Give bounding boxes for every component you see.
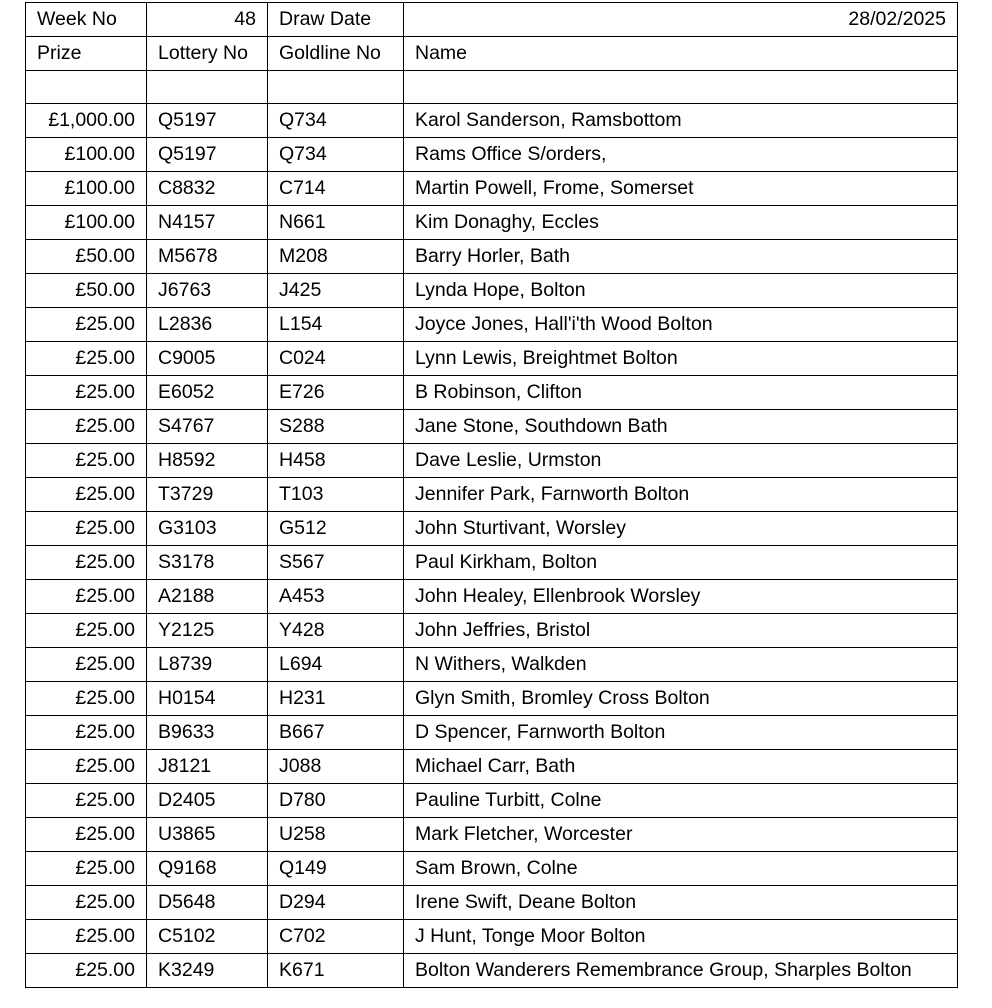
name-cell: Martin Powell, Frome, Somerset xyxy=(404,172,958,206)
column-header-name: Name xyxy=(404,37,958,71)
prize-cell: £25.00 xyxy=(26,580,147,614)
table-row xyxy=(26,682,958,716)
table-row xyxy=(26,920,958,954)
goldline-no-cell: S288 xyxy=(268,410,404,444)
lottery-no-cell: G3103 xyxy=(147,512,268,546)
prize-cell: £25.00 xyxy=(26,410,147,444)
goldline-no-cell: N661 xyxy=(268,206,404,240)
goldline-no-cell: J088 xyxy=(268,750,404,784)
lottery-no-cell: B9633 xyxy=(147,716,268,750)
lottery-no-cell: U3865 xyxy=(147,818,268,852)
prize-cell: £25.00 xyxy=(26,920,147,954)
lottery-no-cell: Y2125 xyxy=(147,614,268,648)
goldline-no-cell: S567 xyxy=(268,546,404,580)
lottery-no-cell: J6763 xyxy=(147,274,268,308)
prize-cell: £25.00 xyxy=(26,478,147,512)
table-row xyxy=(26,546,958,580)
lottery-no-cell: D5648 xyxy=(147,886,268,920)
lottery-no-cell: Q9168 xyxy=(147,852,268,886)
blank-cell xyxy=(404,71,958,104)
prize-cell: £25.00 xyxy=(26,614,147,648)
goldline-no-cell: Q149 xyxy=(268,852,404,886)
name-cell: Mark Fletcher, Worcester xyxy=(404,818,958,852)
lottery-no-cell: Q5197 xyxy=(147,138,268,172)
name-cell: Pauline Turbitt, Colne xyxy=(404,784,958,818)
prize-cell: £25.00 xyxy=(26,546,147,580)
goldline-no-cell: H458 xyxy=(268,444,404,478)
name-cell: Jennifer Park, Farnworth Bolton xyxy=(404,478,958,512)
prize-cell: £25.00 xyxy=(26,308,147,342)
table-row xyxy=(26,376,958,410)
goldline-no-cell: U258 xyxy=(268,818,404,852)
name-cell: Karol Sanderson, Ramsbottom xyxy=(404,104,958,138)
column-header-prize: Prize xyxy=(26,37,147,71)
table-row xyxy=(26,274,958,308)
column-header-row xyxy=(26,37,958,71)
goldline-no-cell: Q734 xyxy=(268,104,404,138)
goldline-no-cell: L694 xyxy=(268,648,404,682)
lottery-no-cell: H0154 xyxy=(147,682,268,716)
table-row xyxy=(26,750,958,784)
lottery-no-cell: H8592 xyxy=(147,444,268,478)
results-table-body xyxy=(26,3,958,988)
prize-cell: £25.00 xyxy=(26,682,147,716)
table-row xyxy=(26,784,958,818)
lottery-no-cell: T3729 xyxy=(147,478,268,512)
table-row xyxy=(26,104,958,138)
lottery-no-cell: N4157 xyxy=(147,206,268,240)
table-row xyxy=(26,172,958,206)
lottery-no-cell: L2836 xyxy=(147,308,268,342)
lottery-no-cell: C9005 xyxy=(147,342,268,376)
name-cell: John Healey, Ellenbrook Worsley xyxy=(404,580,958,614)
name-cell: B Robinson, Clifton xyxy=(404,376,958,410)
draw-date-value: 28/02/2025 xyxy=(404,3,958,37)
goldline-no-cell: C024 xyxy=(268,342,404,376)
table-row xyxy=(26,886,958,920)
lottery-no-cell: E6052 xyxy=(147,376,268,410)
goldline-no-cell: D294 xyxy=(268,886,404,920)
name-cell: Paul Kirkham, Bolton xyxy=(404,546,958,580)
name-cell: J Hunt, Tonge Moor Bolton xyxy=(404,920,958,954)
lottery-no-cell: A2188 xyxy=(147,580,268,614)
blank-cell xyxy=(268,71,404,104)
goldline-no-cell: E726 xyxy=(268,376,404,410)
name-cell: Lynn Lewis, Breightmet Bolton xyxy=(404,342,958,376)
name-cell: N Withers, Walkden xyxy=(404,648,958,682)
header-row-week xyxy=(26,3,958,37)
table-row xyxy=(26,308,958,342)
prize-cell: £25.00 xyxy=(26,376,147,410)
lottery-no-cell: C8832 xyxy=(147,172,268,206)
prize-cell: £25.00 xyxy=(26,784,147,818)
name-cell: D Spencer, Farnworth Bolton xyxy=(404,716,958,750)
name-cell: Lynda Hope, Bolton xyxy=(404,274,958,308)
week-label: Week No xyxy=(26,3,147,37)
prize-cell: £25.00 xyxy=(26,750,147,784)
table-row xyxy=(26,478,958,512)
table-row xyxy=(26,240,958,274)
goldline-no-cell: Q734 xyxy=(268,138,404,172)
table-row xyxy=(26,648,958,682)
table-row xyxy=(26,512,958,546)
prize-cell: £100.00 xyxy=(26,138,147,172)
lottery-no-cell: D2405 xyxy=(147,784,268,818)
results-table xyxy=(25,2,958,988)
table-row xyxy=(26,580,958,614)
column-header-goldline-no: Goldline No xyxy=(268,37,404,71)
goldline-no-cell: C714 xyxy=(268,172,404,206)
lottery-no-cell: S4767 xyxy=(147,410,268,444)
name-cell: Glyn Smith, Bromley Cross Bolton xyxy=(404,682,958,716)
name-cell: Michael Carr, Bath xyxy=(404,750,958,784)
goldline-no-cell: C702 xyxy=(268,920,404,954)
name-cell: Joyce Jones, Hall'i'th Wood Bolton xyxy=(404,308,958,342)
column-header-lottery-no: Lottery No xyxy=(147,37,268,71)
table-row xyxy=(26,818,958,852)
prize-cell: £25.00 xyxy=(26,342,147,376)
lottery-no-cell: K3249 xyxy=(147,954,268,988)
goldline-no-cell: Y428 xyxy=(268,614,404,648)
goldline-no-cell: B667 xyxy=(268,716,404,750)
table-row xyxy=(26,614,958,648)
goldline-no-cell: H231 xyxy=(268,682,404,716)
prize-cell: £25.00 xyxy=(26,716,147,750)
blank-row xyxy=(26,71,958,104)
name-cell: Barry Horler, Bath xyxy=(404,240,958,274)
table-row xyxy=(26,206,958,240)
name-cell: Rams Office S/orders, xyxy=(404,138,958,172)
name-cell: Dave Leslie, Urmston xyxy=(404,444,958,478)
week-value: 48 xyxy=(147,3,268,37)
blank-cell xyxy=(147,71,268,104)
prize-cell: £100.00 xyxy=(26,206,147,240)
goldline-no-cell: M208 xyxy=(268,240,404,274)
table-row xyxy=(26,954,958,988)
name-cell: Bolton Wanderers Remembrance Group, Sharples Bolton xyxy=(404,954,958,988)
lottery-no-cell: C5102 xyxy=(147,920,268,954)
lottery-no-cell: M5678 xyxy=(147,240,268,274)
prize-cell: £25.00 xyxy=(26,512,147,546)
table-row xyxy=(26,138,958,172)
table-row xyxy=(26,852,958,886)
table-row xyxy=(26,410,958,444)
lottery-no-cell: J8121 xyxy=(147,750,268,784)
goldline-no-cell: D780 xyxy=(268,784,404,818)
goldline-no-cell: J425 xyxy=(268,274,404,308)
goldline-no-cell: G512 xyxy=(268,512,404,546)
draw-date-label: Draw Date xyxy=(268,3,404,37)
table-row xyxy=(26,716,958,750)
lottery-no-cell: S3178 xyxy=(147,546,268,580)
goldline-no-cell: T103 xyxy=(268,478,404,512)
prize-cell: £25.00 xyxy=(26,818,147,852)
blank-cell xyxy=(26,71,147,104)
name-cell: John Sturtivant, Worsley xyxy=(404,512,958,546)
table-row xyxy=(26,342,958,376)
prize-cell: £50.00 xyxy=(26,274,147,308)
name-cell: Kim Donaghy, Eccles xyxy=(404,206,958,240)
lottery-no-cell: Q5197 xyxy=(147,104,268,138)
prize-cell: £25.00 xyxy=(26,444,147,478)
name-cell: Jane Stone, Southdown Bath xyxy=(404,410,958,444)
goldline-no-cell: A453 xyxy=(268,580,404,614)
table-row xyxy=(26,444,958,478)
name-cell: Irene Swift, Deane Bolton xyxy=(404,886,958,920)
goldline-no-cell: L154 xyxy=(268,308,404,342)
prize-cell: £50.00 xyxy=(26,240,147,274)
goldline-no-cell: K671 xyxy=(268,954,404,988)
prize-cell: £25.00 xyxy=(26,648,147,682)
lottery-no-cell: L8739 xyxy=(147,648,268,682)
prize-cell: £25.00 xyxy=(26,886,147,920)
prize-cell: £100.00 xyxy=(26,172,147,206)
name-cell: Sam Brown, Colne xyxy=(404,852,958,886)
prize-cell: £25.00 xyxy=(26,852,147,886)
prize-cell: £1,000.00 xyxy=(26,104,147,138)
name-cell: John Jeffries, Bristol xyxy=(404,614,958,648)
prize-cell: £25.00 xyxy=(26,954,147,988)
